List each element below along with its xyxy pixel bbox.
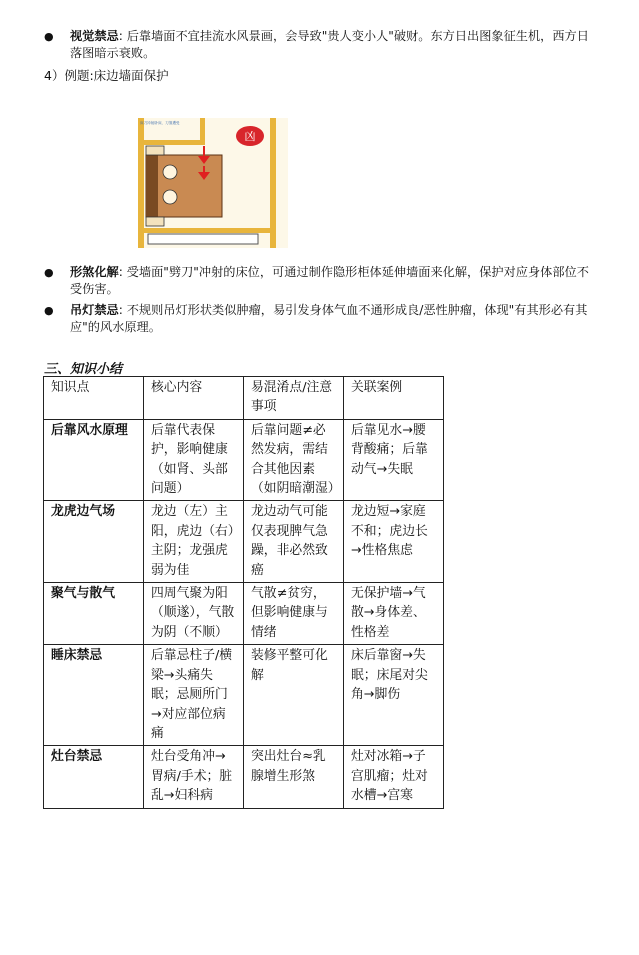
table-row bbox=[44, 419, 444, 501]
bullet-text bbox=[70, 28, 600, 62]
table-cell: 后靠忌柱子/横梁→头痛失眠；忌厕所门→对应部位病痛 bbox=[144, 645, 244, 746]
pillow-head-2 bbox=[163, 190, 177, 204]
cabinet bbox=[148, 234, 258, 244]
floorplan-illustration bbox=[138, 118, 288, 248]
table-cell: 后靠问题≠必然发病，需结合其他因素（如阴暗潮湿） bbox=[244, 419, 344, 501]
bullet-dot: ● bbox=[44, 266, 54, 279]
top-wall-left bbox=[138, 140, 204, 145]
bullet-form-sha bbox=[44, 264, 600, 298]
nightstand-top bbox=[146, 146, 164, 155]
nightstand-bottom bbox=[146, 217, 164, 226]
bullet-text bbox=[70, 264, 600, 298]
table-cell: 无保护墙→气散→身体差、性格差 bbox=[344, 583, 444, 645]
bullet-body: : 后靠墙面不宜挂流水风景画，会导致"贵人变小人"破财。东方日出图象征生机，西方日落图暗示衰败。 bbox=[70, 29, 589, 60]
table-cell: 灶台禁忌 bbox=[44, 746, 144, 808]
header-cell: 关联案例 bbox=[344, 377, 444, 420]
table-cell: 龙边动气可能仅表现脾气急躁，非必然致癌 bbox=[244, 501, 344, 583]
seal-text: 凶 bbox=[244, 130, 256, 143]
table-cell: 睡床禁忌 bbox=[44, 645, 144, 746]
knowledge-summary-table bbox=[43, 376, 444, 809]
blade-wall bbox=[200, 118, 205, 145]
bullet-term: 形煞化解 bbox=[70, 265, 119, 279]
example-heading: 4）例题:床边墙面保护 bbox=[44, 68, 169, 83]
table-cell: 四周气聚为阳（顺遂），气散为阴（不顺） bbox=[144, 583, 244, 645]
table-cell: 床后靠窗→失眠；床尾对尖角→脚伤 bbox=[344, 645, 444, 746]
bullet-term: 视觉禁忌 bbox=[70, 29, 119, 43]
table-cell: 后靠代表保护，影响健康（如肾、头部问题） bbox=[144, 419, 244, 501]
table-cell: 突出灶台≈乳腺增生形煞 bbox=[244, 746, 344, 808]
bullet-body: : 不规则吊灯形状类似肿瘤，易引发身体气血不通形成良/恶性肿瘤，体现"有其形必有其应"的风水原理。 bbox=[70, 303, 588, 334]
table-cell: 装修平整可化解 bbox=[244, 645, 344, 746]
pillow-head-1 bbox=[163, 165, 177, 179]
table-cell: 龙边（左）主阳，虎边（右）主阴；龙强虎弱为佳 bbox=[144, 501, 244, 583]
bullet-body: : 受墙面"劈刀"冲射的床位，可通过制作隐形柜体延伸墙面来化解，保护对应身体部位不受伤害。 bbox=[70, 265, 589, 296]
bullet-lamp-taboo bbox=[44, 302, 600, 336]
table-row bbox=[44, 501, 444, 583]
table-cell: 灶对冰箱→子宫肌瘤；灶对水槽→宫寒 bbox=[344, 746, 444, 808]
bullet-dot: ● bbox=[44, 30, 54, 43]
table-cell: 龙边短→家庭不和；虎边长→性格焦虑 bbox=[344, 501, 444, 583]
table-cell: 气散≠贫穷，但影响健康与情绪 bbox=[244, 583, 344, 645]
table-cell: 聚气与散气 bbox=[44, 583, 144, 645]
table-cell: 灶台受角冲→胃病/手术；脏乱→妇科病 bbox=[144, 746, 244, 808]
section-title: 三、知识小结 bbox=[44, 362, 123, 377]
header-cell: 知识点 bbox=[44, 377, 144, 420]
table-row bbox=[44, 583, 444, 645]
header-cell: 易混淆点/注意事项 bbox=[244, 377, 344, 420]
floorplan-figure bbox=[138, 118, 288, 248]
header-cell: 核心内容 bbox=[144, 377, 244, 420]
bullet-dot: ● bbox=[44, 304, 54, 317]
table-header-row bbox=[44, 377, 444, 420]
figure-caption: 床刀冲射卧床，刀煞遭受 bbox=[140, 121, 180, 125]
bottom-wall bbox=[138, 228, 276, 233]
bullet-term: 吊灯禁忌 bbox=[70, 303, 119, 317]
bullet-text bbox=[70, 302, 600, 336]
headboard bbox=[146, 155, 158, 217]
table-cell: 龙虎边气场 bbox=[44, 501, 144, 583]
table-row bbox=[44, 645, 444, 746]
table-cell: 后靠风水原理 bbox=[44, 419, 144, 501]
table-cell: 后靠见水→腰背酸痛；后靠动气→失眠 bbox=[344, 419, 444, 501]
table-row bbox=[44, 746, 444, 808]
bullet-visual-taboo bbox=[44, 28, 600, 62]
